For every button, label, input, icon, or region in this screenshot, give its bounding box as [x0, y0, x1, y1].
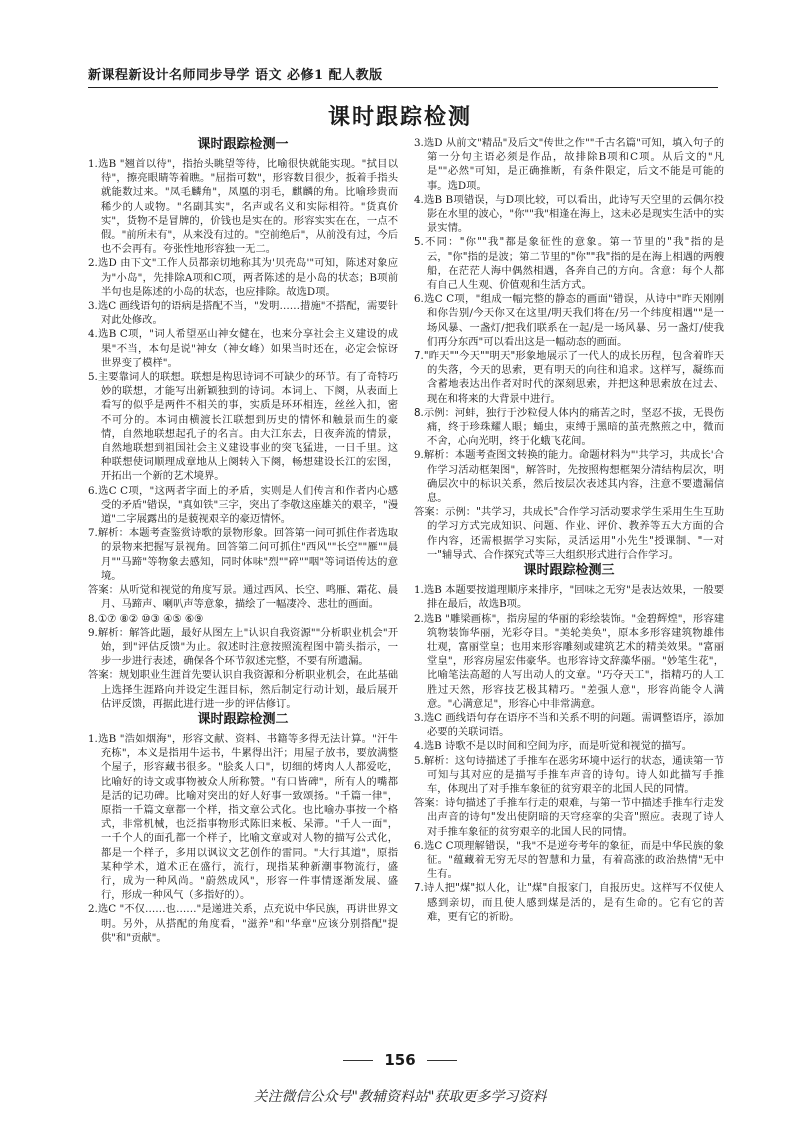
answer-item: 6.选C C项，"组成一幅完整的静态的画面"错误，从诗中"昨天刚刚和你告别/今天你又在这里/明天我们将在/另一个纬度相遇""是一场风暴、一盏灯/把我们联系在一起/是一场风暴、另一盏灯/使我们再分东西"可以看出这是一幅动态的画面。: [414, 293, 724, 348]
answer-item: 5.解析：这句诗描述了手推车在恶劣环境中运行的状态，通读第一节可知与其对应的是描写手推车声音的诗句。诗人如此描写手推车，体现出了对手推车象征的贫穷艰辛的北国人民的同情。: [414, 754, 724, 795]
answer-item: 2.选D 由下文"工作人员都亲切地称其为'贝壳岛'"可知，陈述对象应为"小岛"，先排除A项和C项，两者陈述的是小岛的状态；B项前半句也是陈述的小岛的状态，也应排除。故选D项。: [88, 257, 398, 298]
answer-item: 5.不同："你""我"都是象征性的意象。第一节里的"我"指的是云，"你"指的是波；第二节里的"你""我"指的是在海上相遇的两艘船，在茫茫人海中偶然相遇，各奔自己的方向。含意：每个人都有自己人生观、价值观和生活方式。: [414, 236, 724, 292]
answer-item: 4.选B 诗歌不是以时间和空间为序，而是听觉和视觉的描写。: [414, 740, 693, 753]
answer-text: 答案：规划职业生涯首先要认识自我资源和分析职业机会，在此基础上选择生涯路向并设定生涯目标，然后制定行动计划，最后展开估评反馈，再据此进行进一步的评估修订。: [88, 669, 398, 710]
answer-item: 1.选B "浩如烟海"，形容文献、资料、书籍等多得无法计算。"汗牛充栋"，本义是指用牛运书，牛累得出汗；用屋子放书，要放满整个屋子，形容藏书很多。"脍炙人口"，切细的烤肉人人都爱吃，比喻好的诗文或事物被众人所称赞。"有口皆碑"，所有人的嘴都是活的记功碑。比喻对突出的好人好事一致颂扬。"千篇一律"，原指一千篇文章都一个样，指文章公式化。也比喻办事按一个格式，非常机械，也泛指事物形式陈旧来板、呆滞。"千人一面"，一千个人的面孔都一个样子，比喻文章或对人物的描写公式化，都是一个样子，多用以讽议文艺创作的雷同。"大行其道"，原指某种学术，道术正在盛行，流行，现指某种新潮事物流行，盛行，成为一种风尚。"蔚然成风"，形容一件事情逐渐发展、盛行，形成一种风气（多指好的）。: [88, 732, 398, 902]
answer-item: 6.选C C项，"这两者字面上的矛盾，实则是人们传言和作者内心感受的矛盾"错误，"真如铁"三字，突出了李敬这座雄关的艰辛，"漫道"二字展露出的是藐视艰辛的豪迈情怀。: [88, 484, 398, 526]
answer-item: 2.选B "雕梁画栋"，指房屋的华丽的彩绘装饰。"金碧辉煌"，形容建筑物装饰华丽，光彩夺目。"美轮美奂"，原本多形容建筑物雄伟壮观，富丽堂皇；也用来形容雕刻或建筑艺术的精美效果。"富丽堂皇"，形容房屋宏伟豪华。也形容诗文辞藻华丽。"妙笔生花"，比喻笔法高超的人写出动人的文章。"巧夺天工"，指精巧的人工胜过天然，形容技艺极其精巧。"差强人意"，形容尚能令人满意。"心满意足"，形容心中非常满意。: [414, 612, 724, 710]
answer-item: 8.示例：河蚌，独行于沙粒侵人体内的痛苦之时，坚忍不拔，无畏伤痛，终于珍珠耀人眼；蛹虫，束缚于黑暗的茧壳熬煎之中，微而不舍，心向光明，终于化蛾飞花间。: [414, 406, 724, 448]
section-title-3: 课时跟踪检测三: [523, 563, 615, 579]
answer-item: 6.选C C项理解错误，"我"不是逆夸考年的象征，而是中华民族的象征。"蕴藏着无穷无尽的智慧和力量，有着高涨的政治热情"无中生有。: [414, 839, 724, 881]
answer-item: 7.解析：本题考查鉴赏诗歌的景物形象。回答第一问可抓住作者选取的景物来把握写景视角。回答第二问可抓住"西风""长空""雁""晨月""马蹄"等物象去感知，同时体味"烈""碎""咽"等词语传达的意境。: [88, 527, 398, 582]
page-header: 新课程新设计名师同步导学 语文 必修1 配人教版: [88, 64, 718, 88]
answer-item: 1.选B 本题要按道理顺序来排序，"回味之无穷"是表达效果，一般要排在最后，故选B项。: [414, 584, 724, 611]
page-number-dash-left: [343, 1060, 373, 1061]
section-title-1: 课时跟踪检测一: [197, 137, 289, 152]
footer-note: 关注微信公众号"教辅资料站"获取更多学习资料: [253, 1089, 547, 1105]
right-column: [414, 136, 724, 924]
page-number-text: 156: [384, 1051, 416, 1069]
answer-item: 7.诗人把"煤"拟人化，让"煤"自报家门，自报历史。这样写不仅使人感到亲切，而且使人感到煤是活的，是有生命的。它有它的苦难，更有它的祈盼。: [414, 882, 724, 923]
answer-item: 3.选D 从前文"精品"及后文"传世之作""千古名篇"可知，填入句子的第一分句主语必须是作品，故排除B项和C项。从后文的"凡是""必然"可知，是正确推断，有条件限定，后文不能是可能的事。选D项。: [414, 137, 724, 192]
answer-item: 3.选C 画线语句的语病是搭配不当，"发明……措施"不搭配，需要针对此处修改。: [88, 300, 398, 327]
answer-item: 8.①⑦ ⑧② ⑩③ ④⑤ ⑥⑨: [88, 612, 204, 625]
answer-text: 答案：示例："共学习，共成长"合作学习活动要求学生采用生生互助的学习方式完成知识、问题、作业、评价、教养等五大方面的合作内容，还需根据学习实际，灵活运用"小先生"授课制、"一对一"辅导式、合作探究式等三大组织形式进行合作学习。: [414, 506, 724, 561]
answer-item: 7."昨天""今天""明天"形象地展示了一代人的成长历程，包含着昨天的失落，今天的思索，更有明天的向往和追求。这样写，凝练而含蓄地表达出作者对时代的深刻思索，并把这种思索放在过去、现在和将来的大背景中进行。: [414, 350, 724, 405]
section-title-2: 课时跟踪检测二: [197, 711, 289, 727]
answer-item: 3.选C 画线语句存在语序不当和关系不明的问题。需调整语序，添加必要的关联词语。: [414, 711, 724, 739]
answer-item: 4.选B C项，"词人希望巫山神女健在，也来分享社会主义建设的成果"不当，本句是说"神女（神女峰）如果当时还在，必定会惊讶世界变了模样"。: [88, 328, 398, 369]
answer-item: 5.主要靠词人的联想。联想是构思诗词不可缺少的环节。有了奇特巧妙的联想，才能写出新颖独到的诗词。本词上、下阕，从表面上看写的似乎是两件不相关的事，实质是环环相连，丝丝入扣，密不可分的。本词由横渡长江联想到历史的情怀和触景而生的豪情，自然地联想起孔子的名言。由大江东去，日夜奔流的情景，自然地联想到祖国社会主义建设事业的突飞猛进，一日千里。这种联想使词顺理成章地从上阕转入下阕，畅想建设长江的宏图，开拓出一个新的艺术境界。: [88, 371, 398, 483]
page-title: 课时跟踪检测: [327, 104, 472, 130]
answer-text: 答案：从听觉和视觉的角度写景。通过西风、长空、鸣雁、霜花、晨月、马蹄声、喇叭声等意象，描绘了一幅凄冷、悲壮的画面。: [88, 584, 398, 611]
answer-item: 2.选C "不仅……也……"是递进关系，点充说中华民族，再讲世界文明。另外，从搭配的角度看，"滋养"和"华章"应该分别搭配"提供"和"贡献"。: [88, 903, 398, 944]
page-number: [0, 1051, 800, 1069]
answer-text: 答案：诗句描述了手推车行走的艰难，与第一节中描述手推车行走发出声音的诗句"发出使阴暗的天穹痉挛的尖音"照应。表现了诗人对手推车象征的贫穷艰辛的北国人民的同情。: [414, 797, 724, 838]
left-column: [88, 136, 398, 945]
answer-item: 9.解析：解答此题，最好从图左上"认识自我资源""分析职业机会"开始，到"评估反馈"为止。叙述时注意按照流程图中箭头指示，一步一步进行表述，确保各个环节叙述完整，不要有所遗漏。: [88, 626, 398, 668]
answer-item: 1.选B "翘首以待"，指抬头眺望等待，比喻很快就能实现。"拭目以待"，擦亮眼睛等着瞧。"屈指可数"，形容数目很少，扳着手指头就能数过来。"凤毛麟角"，凤凰的羽毛，麒麟的角。比喻珍贵而稀少的人或物。"名副其实"，名声或名义和实际相符。"货真价实"，货物不是冒牌的，价钱也是实在的。形容实实在在，一点不假。"前所未有"，从来没有过的。"空前绝后"，从前没有过，今后也不会再有。夸张性地形容独一无二。: [88, 158, 398, 256]
answer-item: 9.解析：本题考查图文转换的能力。命题材料为"'共学习，共成长'合作学习活动框架图"，解答时，先按照构想框架分清结构层次，明确层次中的标识关系，然后按层次表述其内容，注意不要遗漏信息。: [414, 449, 724, 505]
page-number-dash-right: [427, 1060, 457, 1061]
answer-item: 4.选B B项错误，与D项比较，可以看出，此诗写天空里的云偶尔投影在水里的波心，"你""我"相逢在海上，这未必是现实生活中的实景实情。: [414, 193, 724, 235]
